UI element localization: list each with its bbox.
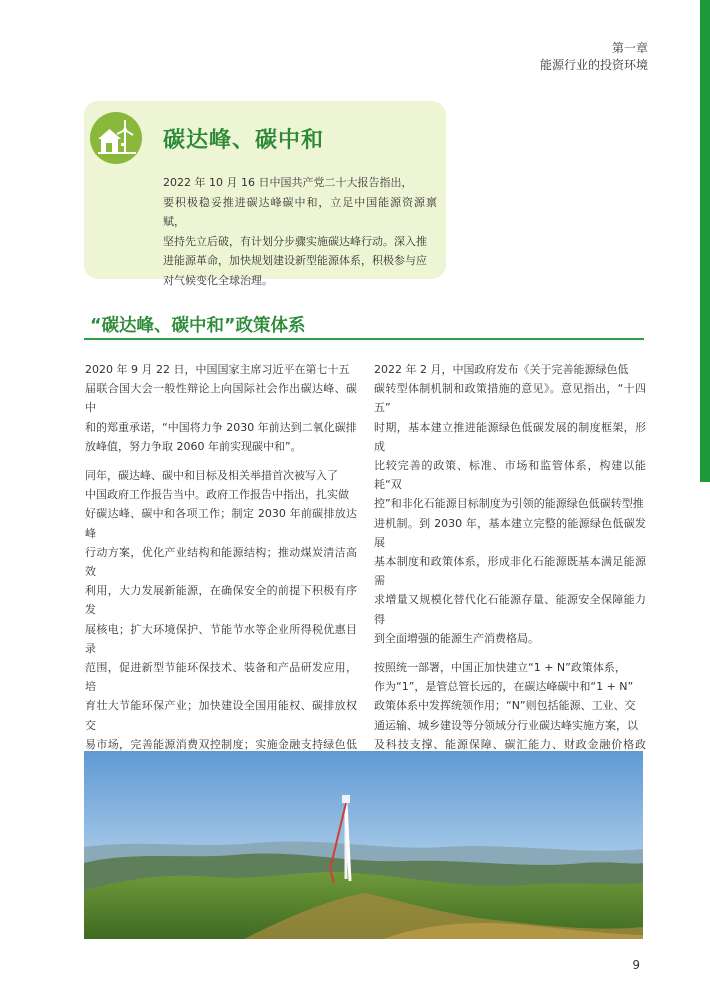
wind-turbine-house-icon <box>90 112 142 164</box>
chapter-side-bar <box>700 0 710 482</box>
wind-turbine-photo <box>84 751 643 939</box>
paragraph: 同年，碳达峰、碳中和目标及相关举措首次被写入了 中国政府工作报告当中。政府工作报告中指出，扎实做 好碳达峰、碳中和各项工作；制定 2030 年前碳排放达峰 行动方案，优化产业结构和能源结构；推动煤炭清洁高效 利用，大力发展新能源，在确保安全的前提下积极有序发 展核电；扩大环境保护、节能节水等企业所得税优惠目录 范围，促进新型节能环保技术、装备和产品研发应用，培 育壮大节能环保产业；加快建设全国用能权、碳排放权交 易市场，完善能源消费双控制度；实施金融支持绿色低 <box>85 469 357 751</box>
callout-title: 碳达峰、碳中和 <box>163 128 325 153</box>
paragraph: 2020 年 9 月 22 日，中国国家主席习近平在第七十五 届联合国大会一般性辩论上向国际社会作出碳达峰、碳中 和的郑重承诺，“中国将力争 2030 年前达到二氧化碳排 放峰值，努力争取 2060 年前实现碳中和”。 <box>85 363 357 453</box>
chapter-header <box>540 40 648 74</box>
section-divider <box>84 338 644 340</box>
section-title: “碳达峰、碳中和”政策体系 <box>90 316 306 336</box>
chapter-label: 第一章 <box>611 41 648 55</box>
paragraph: 按照统一部署，中国正加快建立“1 + N”政策体系， 作为“1”，是管总管长远的，在碳达峰碳中和“1 + N” 政策体系中发挥统领作用；“N”则包括能源、工业、交 通运输、城乡建设等分领域分行业碳达峰实施方案，以 及科技支撑、能源保障、碳汇能力、财政金融价格政 <box>374 661 646 751</box>
right-column <box>374 360 646 802</box>
paragraph: 2022 年 2 月，中国政府发布《关于完善能源绿色低 碳转型体制机制和政策措施的意见》。意见指出，“十四五” 时期，基本建立推进能源绿色低碳发展的制度框架，形成 比较完善的政策、标准、市场和监管体系，构建以能耗“双 控”和非化石能源目标制度为引领的能源绿色低碳转型推 进机制。到 2030 年，基本建立完整的能源绿色低碳发展 基本制度和政策体系，形成非化石能源既基本满足能源需 求增量又规模化替代化石能源存量、能源安全保障能力得 到全面增强的能源生产消费格局。 <box>374 363 646 645</box>
page-number: 9 <box>632 958 640 972</box>
callout-text: 2022 年 10 月 16 日中国共产党二十大报告指出， 要积极稳妥推进碳达峰碳中和，立足中国能源资源禀赋， 坚持先立后破，有计划分步骤实施碳达峰行动。深入推 进能源革命，加快规划建设新型能源体系，积极参与应 对气候变化全球治理。 <box>163 176 437 287</box>
callout-box <box>84 101 446 287</box>
chapter-subtitle: 能源行业的投资环境 <box>539 58 648 72</box>
